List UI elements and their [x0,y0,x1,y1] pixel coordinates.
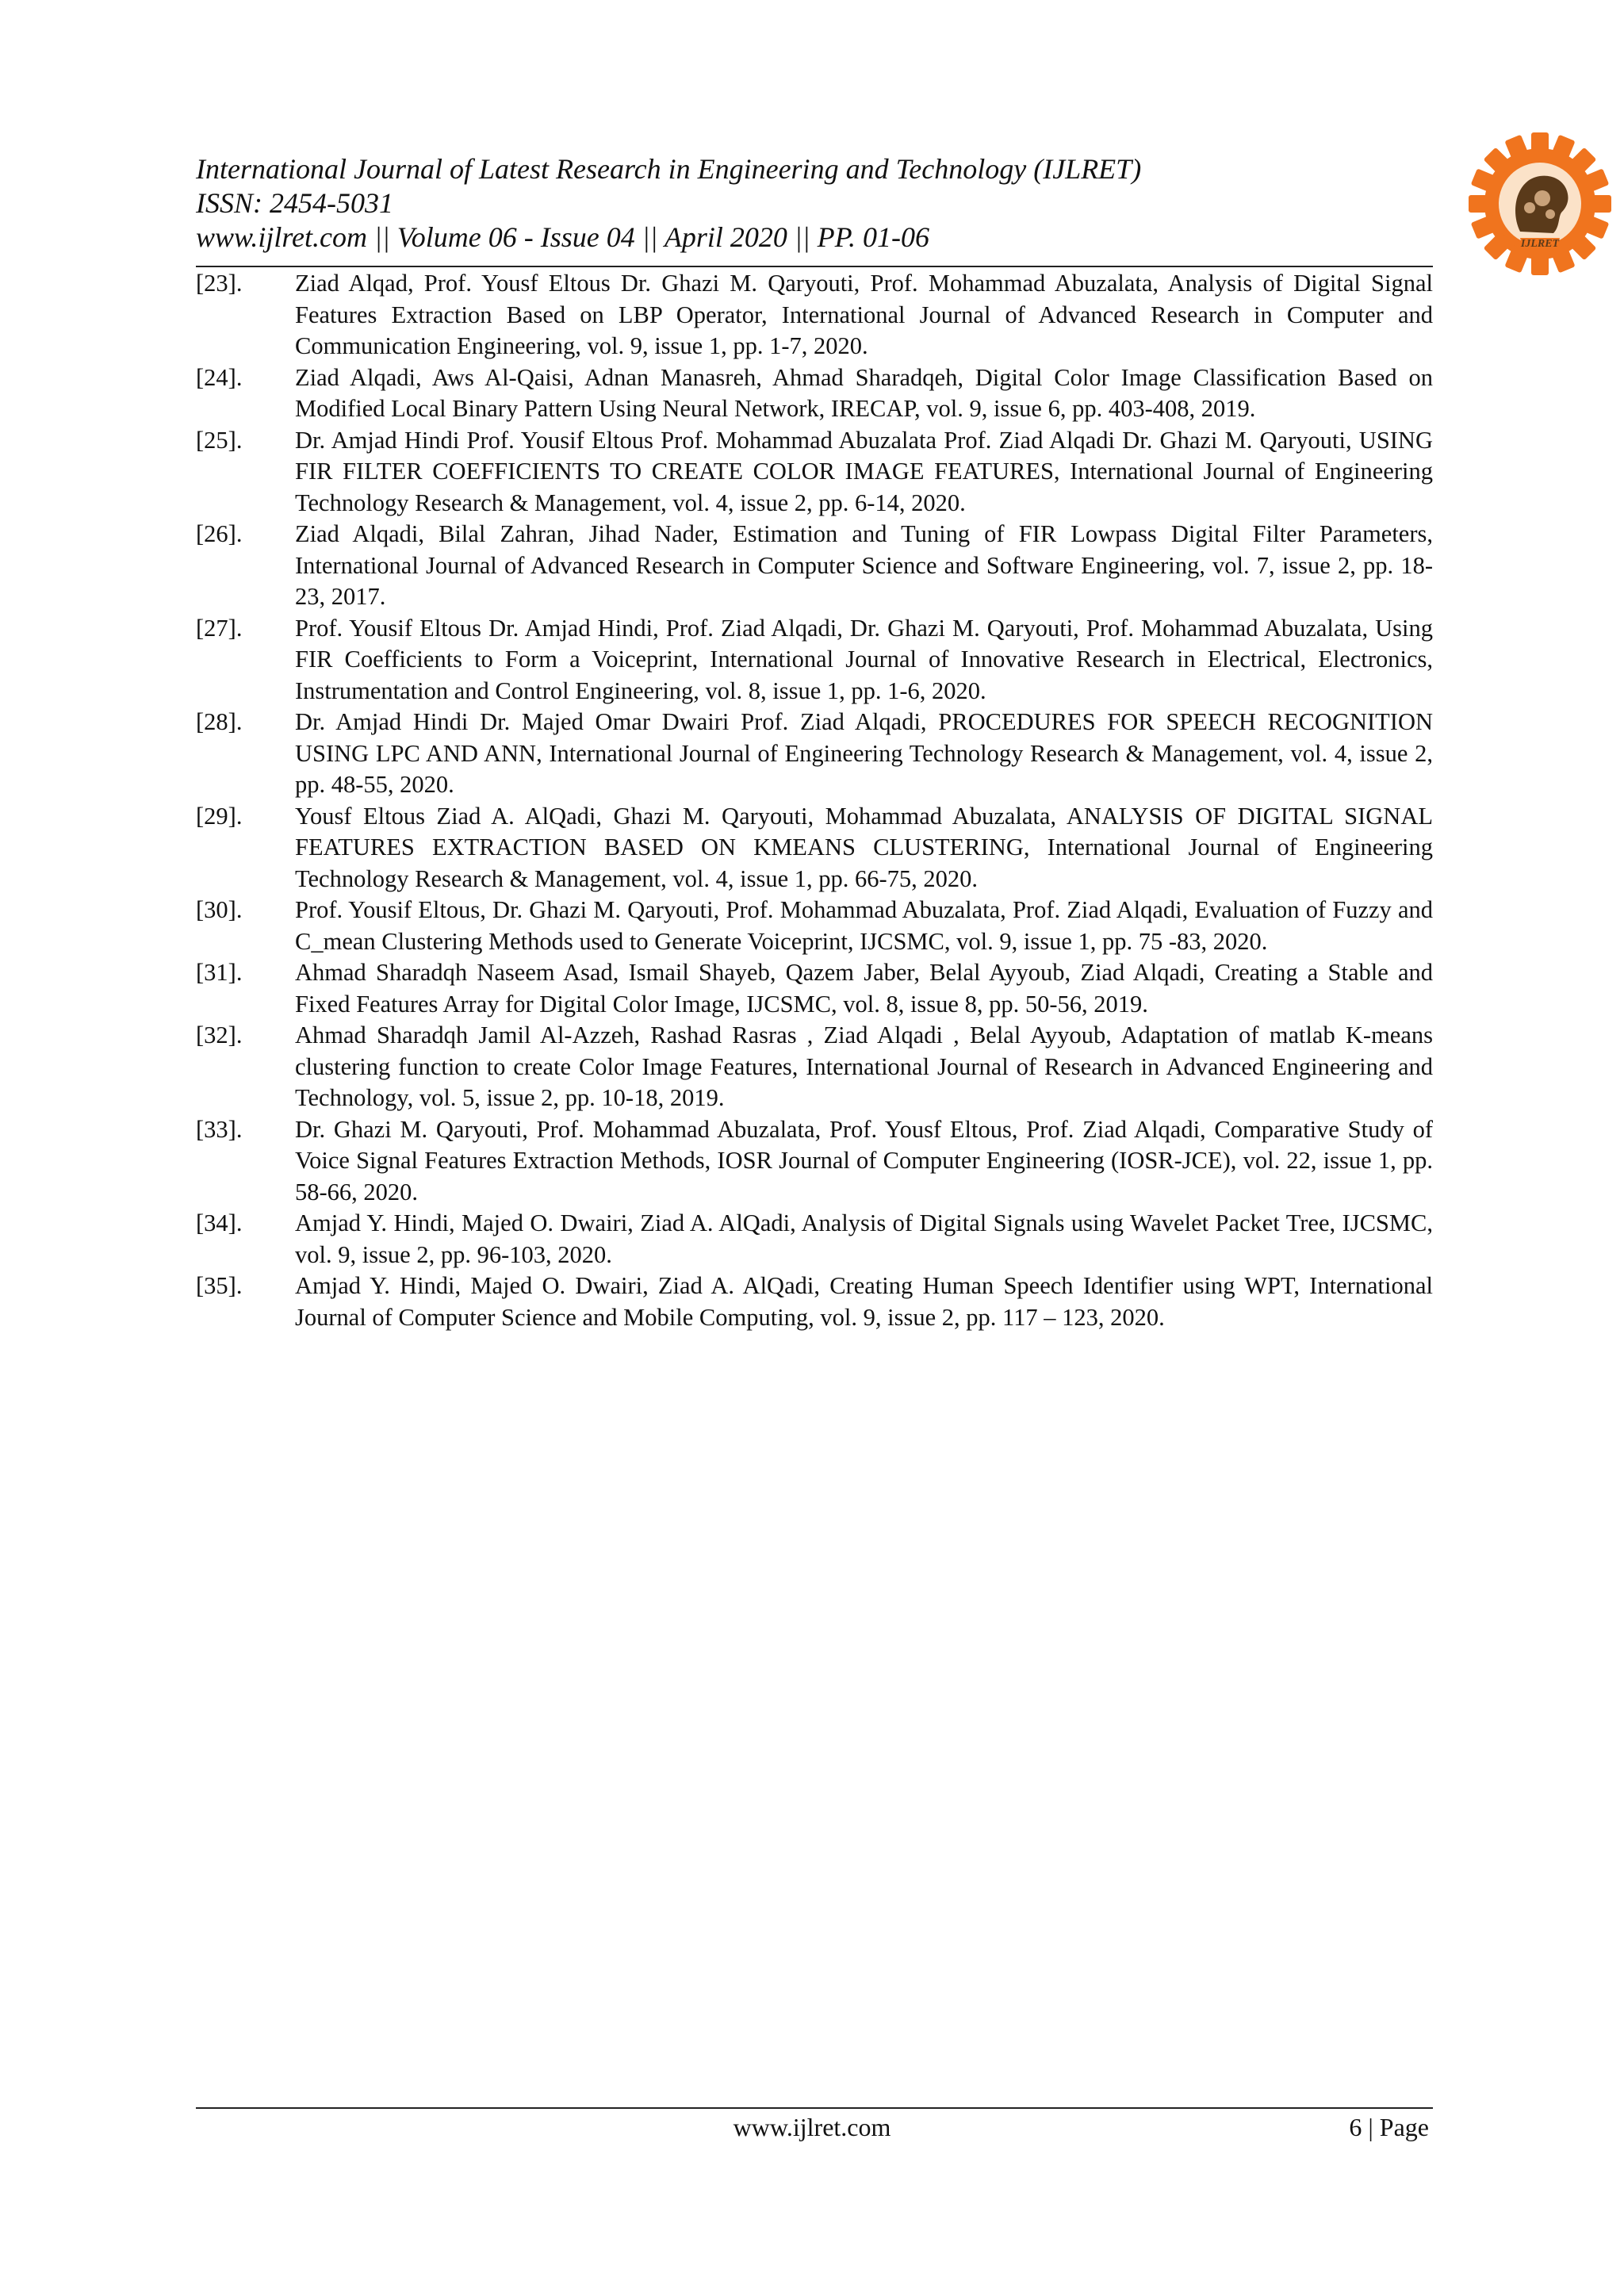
reference-text: Dr. Ghazi M. Qaryouti, Prof. Mohammad Abuzalata, Prof. Yousf Eltous, Prof. Ziad Alqadi, Comparative Study of Voice Signal Features Extraction Methods, IOSR Journal of Computer Engineering (IOSR-JCE), vol. 22, issue 1, pp. 58-66, 2020. [295,1115,1433,1205]
reference-text: Amjad Y. Hindi, Majed O. Dwairi, Ziad A. AlQadi, Creating Human Speech Identifier using WPT, International Journal of Computer Science and Mobile Computing, vol. 9, issue 2, pp. 117 – 123, 2020. [295,1272,1433,1331]
reference-number: [30]. [196,896,243,923]
references-list [196,268,1433,1333]
header-text [196,152,1433,255]
reference-number: [24]. [196,363,243,391]
reference-item [196,362,1433,425]
reference-text: Yousf Eltous Ziad A. AlQadi, Ghazi M. Qaryouti, Mohammad Abuzalata, ANALYSIS OF DIGITAL SIGNAL FEATURES EXTRACTION BASED ON KMEANS CLUSTERING, International Journal of Engineering Technology Research & Management, vol. 4, issue 1, pp. 66-75, 2020. [295,802,1433,892]
reference-number: [31]. [196,959,243,986]
logo-text: IJLRET [1520,238,1560,250]
reference-number: [27]. [196,614,243,642]
reference-text: Ziad Alqadi, Aws Al-Qaisi, Adnan Manasreh, Ahmad Sharadqeh, Digital Color Image Classification Based on Modified Local Binary Pattern Using Neural Network, IRECAP, vol. 9, issue 6, pp. 403-408, 2019. [295,363,1433,422]
reference-text: Amjad Y. Hindi, Majed O. Dwairi, Ziad A. AlQadi, Analysis of Digital Signals using Wavelet Packet Tree, IJCSMC, vol. 9, issue 2, pp. 96-103, 2020. [295,1209,1433,1268]
footer-url: www.ijlret.com [733,2113,891,2141]
reference-text: Ziad Alqad, Prof. Yousf Eltous Dr. Ghazi M. Qaryouti, Prof. Mohammad Abuzalata, Analysis of Digital Signal Features Extraction Based on LBP Operator, International Journal of Advanced Research in Computer and Communication Engineering, vol. 9, issue 1, pp. 1-7, 2020. [295,270,1433,359]
reference-text: Dr. Amjad Hindi Dr. Majed Omar Dwairi Prof. Ziad Alqadi, PROCEDURES FOR SPEECH RECOGNITION USING LPC AND ANN, International Journal of Engineering Technology Research & Management, vol. 4, issue 2, pp. 48-55, 2020. [295,708,1433,798]
journal-title: International Journal of Latest Research in Engineering and Technology (IJLRET) [196,153,1142,185]
reference-text: Ahmad Sharadqh Naseem Asad, Ismail Shayeb, Qazem Jaber, Belal Ayyoub, Ziad Alqadi, Creating a Stable and Fixed Features Array for Digital Color Image, IJCSMC, vol. 8, issue 8, pp. 50-56, 2019. [295,959,1433,1018]
reference-number: [33]. [196,1115,243,1143]
reference-item [196,707,1433,801]
reference-text: Prof. Yousif Eltous Dr. Amjad Hindi, Prof. Ziad Alqadi, Dr. Ghazi M. Qaryouti, Prof. Mohammad Abuzalata, Using FIR Coefficients to Form a Voiceprint, International Journal of Innovative Research in Electrical, Electronics, Instrumentation and Control Engineering, vol. 8, issue 1, pp. 1-6, 2020. [295,614,1433,704]
reference-number: [29]. [196,802,243,830]
reference-item [196,425,1433,519]
header-divider [196,266,1433,267]
reference-item [196,1271,1433,1333]
reference-item [196,1020,1433,1114]
page-number: 6 | Page [1349,2113,1429,2141]
reference-number: [26]. [196,520,243,547]
page-header [196,152,1560,263]
reference-item [196,895,1433,957]
journal-logo [1465,128,1615,279]
reference-item [196,957,1433,1020]
reference-number: [23]. [196,270,243,297]
reference-number: [28]. [196,708,243,735]
reference-number: [32]. [196,1022,243,1048]
reference-number: [34]. [196,1209,243,1236]
reference-number: [35]. [196,1272,243,1299]
reference-text: Ziad Alqadi, Bilal Zahran, Jihad Nader, Estimation and Tuning of FIR Lowpass Digital Filter Parameters, International Journal of Advanced Research in Computer Science and Software Engineering, vol. 7, issue 2, pp. 18-23, 2017. [295,520,1433,610]
reference-text: Dr. Amjad Hindi Prof. Yousif Eltous Prof. Mohammad Abuzalata Prof. Ziad Alqadi Dr. Ghazi M. Qaryouti, USING FIR FILTER COEFFICIENTS TO CREATE COLOR IMAGE FEATURES, International Journal of Engineering Technology Research & Management, vol. 4, issue 2, pp. 6-14, 2020. [295,426,1433,516]
issue-line: www.ijlret.com || Volume 06 - Issue 04 || April 2020 || PP. 01-06 [196,221,930,253]
reference-text: Ahmad Sharadqh Jamil Al-Azzeh, Rashad Rasras , Ziad Alqadi , Belal Ayyoub, Adaptation of matlab K-means clustering function to create Color Image Features, International Journal of Research in Advanced Engineering and Technology, vol. 5, issue 2, pp. 10-18, 2019. [295,1022,1433,1111]
reference-text: Prof. Yousif Eltous, Dr. Ghazi M. Qaryouti, Prof. Mohammad Abuzalata, Prof. Ziad Alqadi, Evaluation of Fuzzy and C_mean Clustering Methods used to Generate Voiceprint, IJCSMC, vol. 9, issue 1, pp. 75 -83, 2020. [295,896,1433,955]
reference-item [196,519,1433,613]
footer-divider [196,2107,1433,2109]
reference-item [196,801,1433,895]
reference-item [196,1208,1433,1271]
reference-number: [25]. [196,426,243,454]
reference-item [196,1114,1433,1209]
gear-logo-icon [1465,128,1615,279]
reference-item [196,268,1433,362]
reference-item [196,613,1433,707]
issn: ISSN: 2454-5031 [196,187,393,219]
